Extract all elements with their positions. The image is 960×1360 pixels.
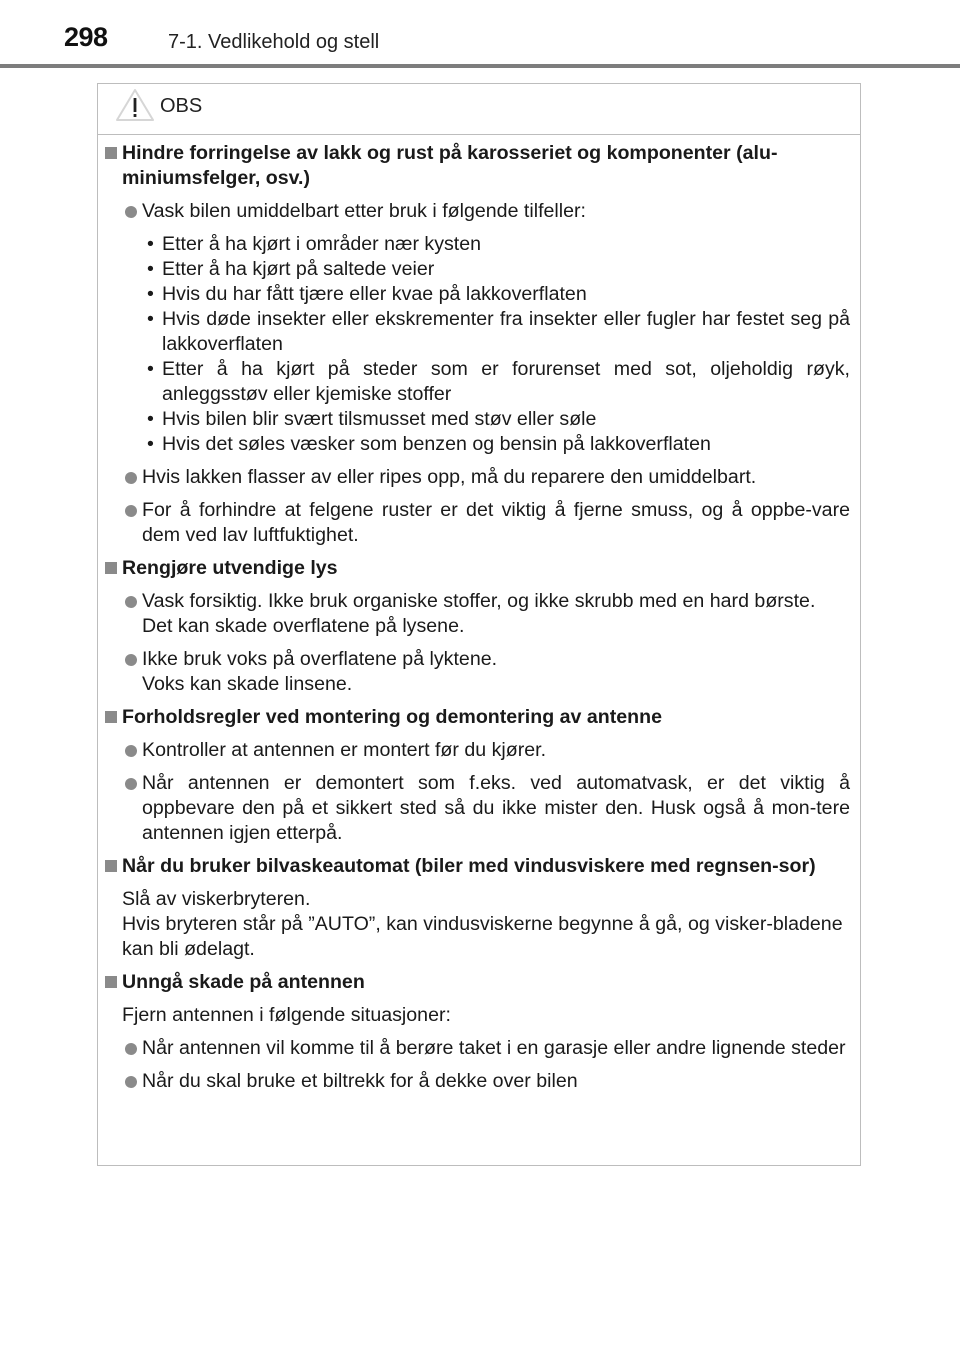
section-heading [98, 970, 860, 995]
list-item [98, 589, 860, 639]
list-item [98, 738, 860, 763]
round-bullet-icon [125, 472, 137, 484]
sub-list-item-text: Etter å ha kjørt i områder nær kysten [162, 233, 482, 255]
round-bullet-icon [125, 596, 137, 608]
body-text: Fjern antennen i følgende situasjoner: [122, 1004, 451, 1026]
section-heading-text: Hindre forringelse av lakk og rust på karosseriet og komponenter (alu-miniumsfelger, osv.) [122, 142, 778, 189]
body-paragraph [98, 1003, 860, 1028]
round-bullet-icon [125, 1076, 137, 1088]
sub-list-item [98, 232, 860, 257]
list-item [98, 1069, 860, 1094]
list-item-note: Det kan skade overflatene på lysene. [142, 615, 465, 637]
bullet-glyph: • [147, 433, 154, 455]
sub-list-item-text: Hvis bilen blir svært tilsmusset med støv eller søle [162, 408, 597, 430]
list-item-text: Når du skal bruke et biltrekk for å dekke over bilen [142, 1070, 578, 1092]
sub-list-item-text: Hvis det søles væsker som benzen og bensin på lakkoverflaten [162, 433, 711, 455]
sub-list-item-text: Hvis døde insekter eller ekskrementer fra insekter eller fugler har festet seg på lakkoverflaten [162, 308, 850, 355]
list-item [98, 647, 860, 697]
list-item [98, 1036, 860, 1061]
list-item [98, 771, 860, 846]
sub-list-item [98, 282, 860, 307]
square-bullet-icon [105, 147, 117, 159]
section-heading-text: Unngå skade på antennen [122, 971, 365, 993]
sub-list-item-text: Etter å ha kjørt på steder som er forurenset med sot, oljeholdig røyk, anleggsstøv eller kjemiske stoffer [162, 358, 850, 405]
round-bullet-icon [125, 778, 137, 790]
square-bullet-icon [105, 976, 117, 988]
section-heading [98, 705, 860, 730]
section-heading [98, 854, 860, 879]
list-item-text: Vask bilen umiddelbart etter bruk i følgende tilfeller: [142, 200, 586, 222]
bullet-glyph: • [147, 283, 154, 305]
list-item-text: For å forhindre at felgene ruster er det viktig å fjerne smuss, og å oppbe-vare dem ved lav luftfuktighet. [142, 499, 850, 546]
sub-list-item-text: Hvis du har fått tjære eller kvae på lakkoverflaten [162, 283, 587, 305]
notice-header [98, 84, 860, 135]
list-item-note: Voks kan skade linsene. [142, 673, 353, 695]
bullet-glyph: • [147, 358, 154, 380]
body-text: Slå av viskerbryteren. [122, 888, 311, 910]
section-heading-text: Rengjøre utvendige lys [122, 557, 338, 579]
square-bullet-icon [105, 562, 117, 574]
sub-list-item [98, 307, 860, 357]
bullet-glyph: • [147, 233, 154, 255]
list-item-text: Hvis lakken flasser av eller ripes opp, må du reparere den umiddelbart. [142, 466, 757, 488]
sub-list-item-text: Etter å ha kjørt på saltede veier [162, 258, 435, 280]
body-paragraph [98, 887, 860, 962]
section-title: 7-1. Vedlikehold og stell [168, 31, 380, 53]
section-heading [98, 141, 860, 191]
square-bullet-icon [105, 711, 117, 723]
bullet-glyph: • [147, 258, 154, 280]
page-header [0, 0, 960, 68]
list-item [98, 199, 860, 224]
list-item [98, 465, 860, 490]
notice-box [97, 83, 861, 1166]
round-bullet-icon [125, 206, 137, 218]
notice-label: OBS [160, 95, 203, 117]
header-rule [0, 64, 960, 68]
list-item-text: Kontroller at antennen er montert før du kjører. [142, 739, 547, 761]
sub-list-item [98, 407, 860, 432]
notice-content [98, 141, 860, 1094]
list-item-text: Vask forsiktig. Ikke bruk organiske stoffer, og ikke skrubb med en hard børste. [142, 590, 816, 612]
round-bullet-icon [125, 1043, 137, 1055]
list-item [98, 498, 860, 548]
warning-triangle-icon [115, 88, 155, 122]
page-number: 298 [64, 22, 108, 52]
round-bullet-icon [125, 505, 137, 517]
sub-list-item [98, 257, 860, 282]
list-item-text: Når antennen vil komme til å berøre taket i en garasje eller andre lignende steder [142, 1037, 846, 1059]
list-item-text: Når antennen er demontert som f.eks. ved automatvask, er det viktig å oppbevare den på et sikkert sted så du ikke mister den. Husk også å mon-tere antennen igjen etterpå. [142, 772, 850, 844]
sub-list-item [98, 432, 860, 457]
section-heading-text: Når du bruker bilvaskeautomat (biler med vindusviskere med regnsen-sor) [122, 855, 816, 877]
sub-list [98, 232, 860, 457]
round-bullet-icon [125, 654, 137, 666]
section-heading-text: Forholdsregler ved montering og demontering av antenne [122, 706, 662, 728]
section-heading [98, 556, 860, 581]
sub-list-item [98, 357, 860, 407]
round-bullet-icon [125, 745, 137, 757]
bullet-glyph: • [147, 308, 154, 330]
square-bullet-icon [105, 860, 117, 872]
body-text: Hvis bryteren står på ”AUTO”, kan vindusviskerne begynne å gå, og visker-bladene kan bli ødelagt. [122, 913, 843, 960]
list-item-text: Ikke bruk voks på overflatene på lyktene. [142, 648, 498, 670]
bullet-glyph: • [147, 408, 154, 430]
